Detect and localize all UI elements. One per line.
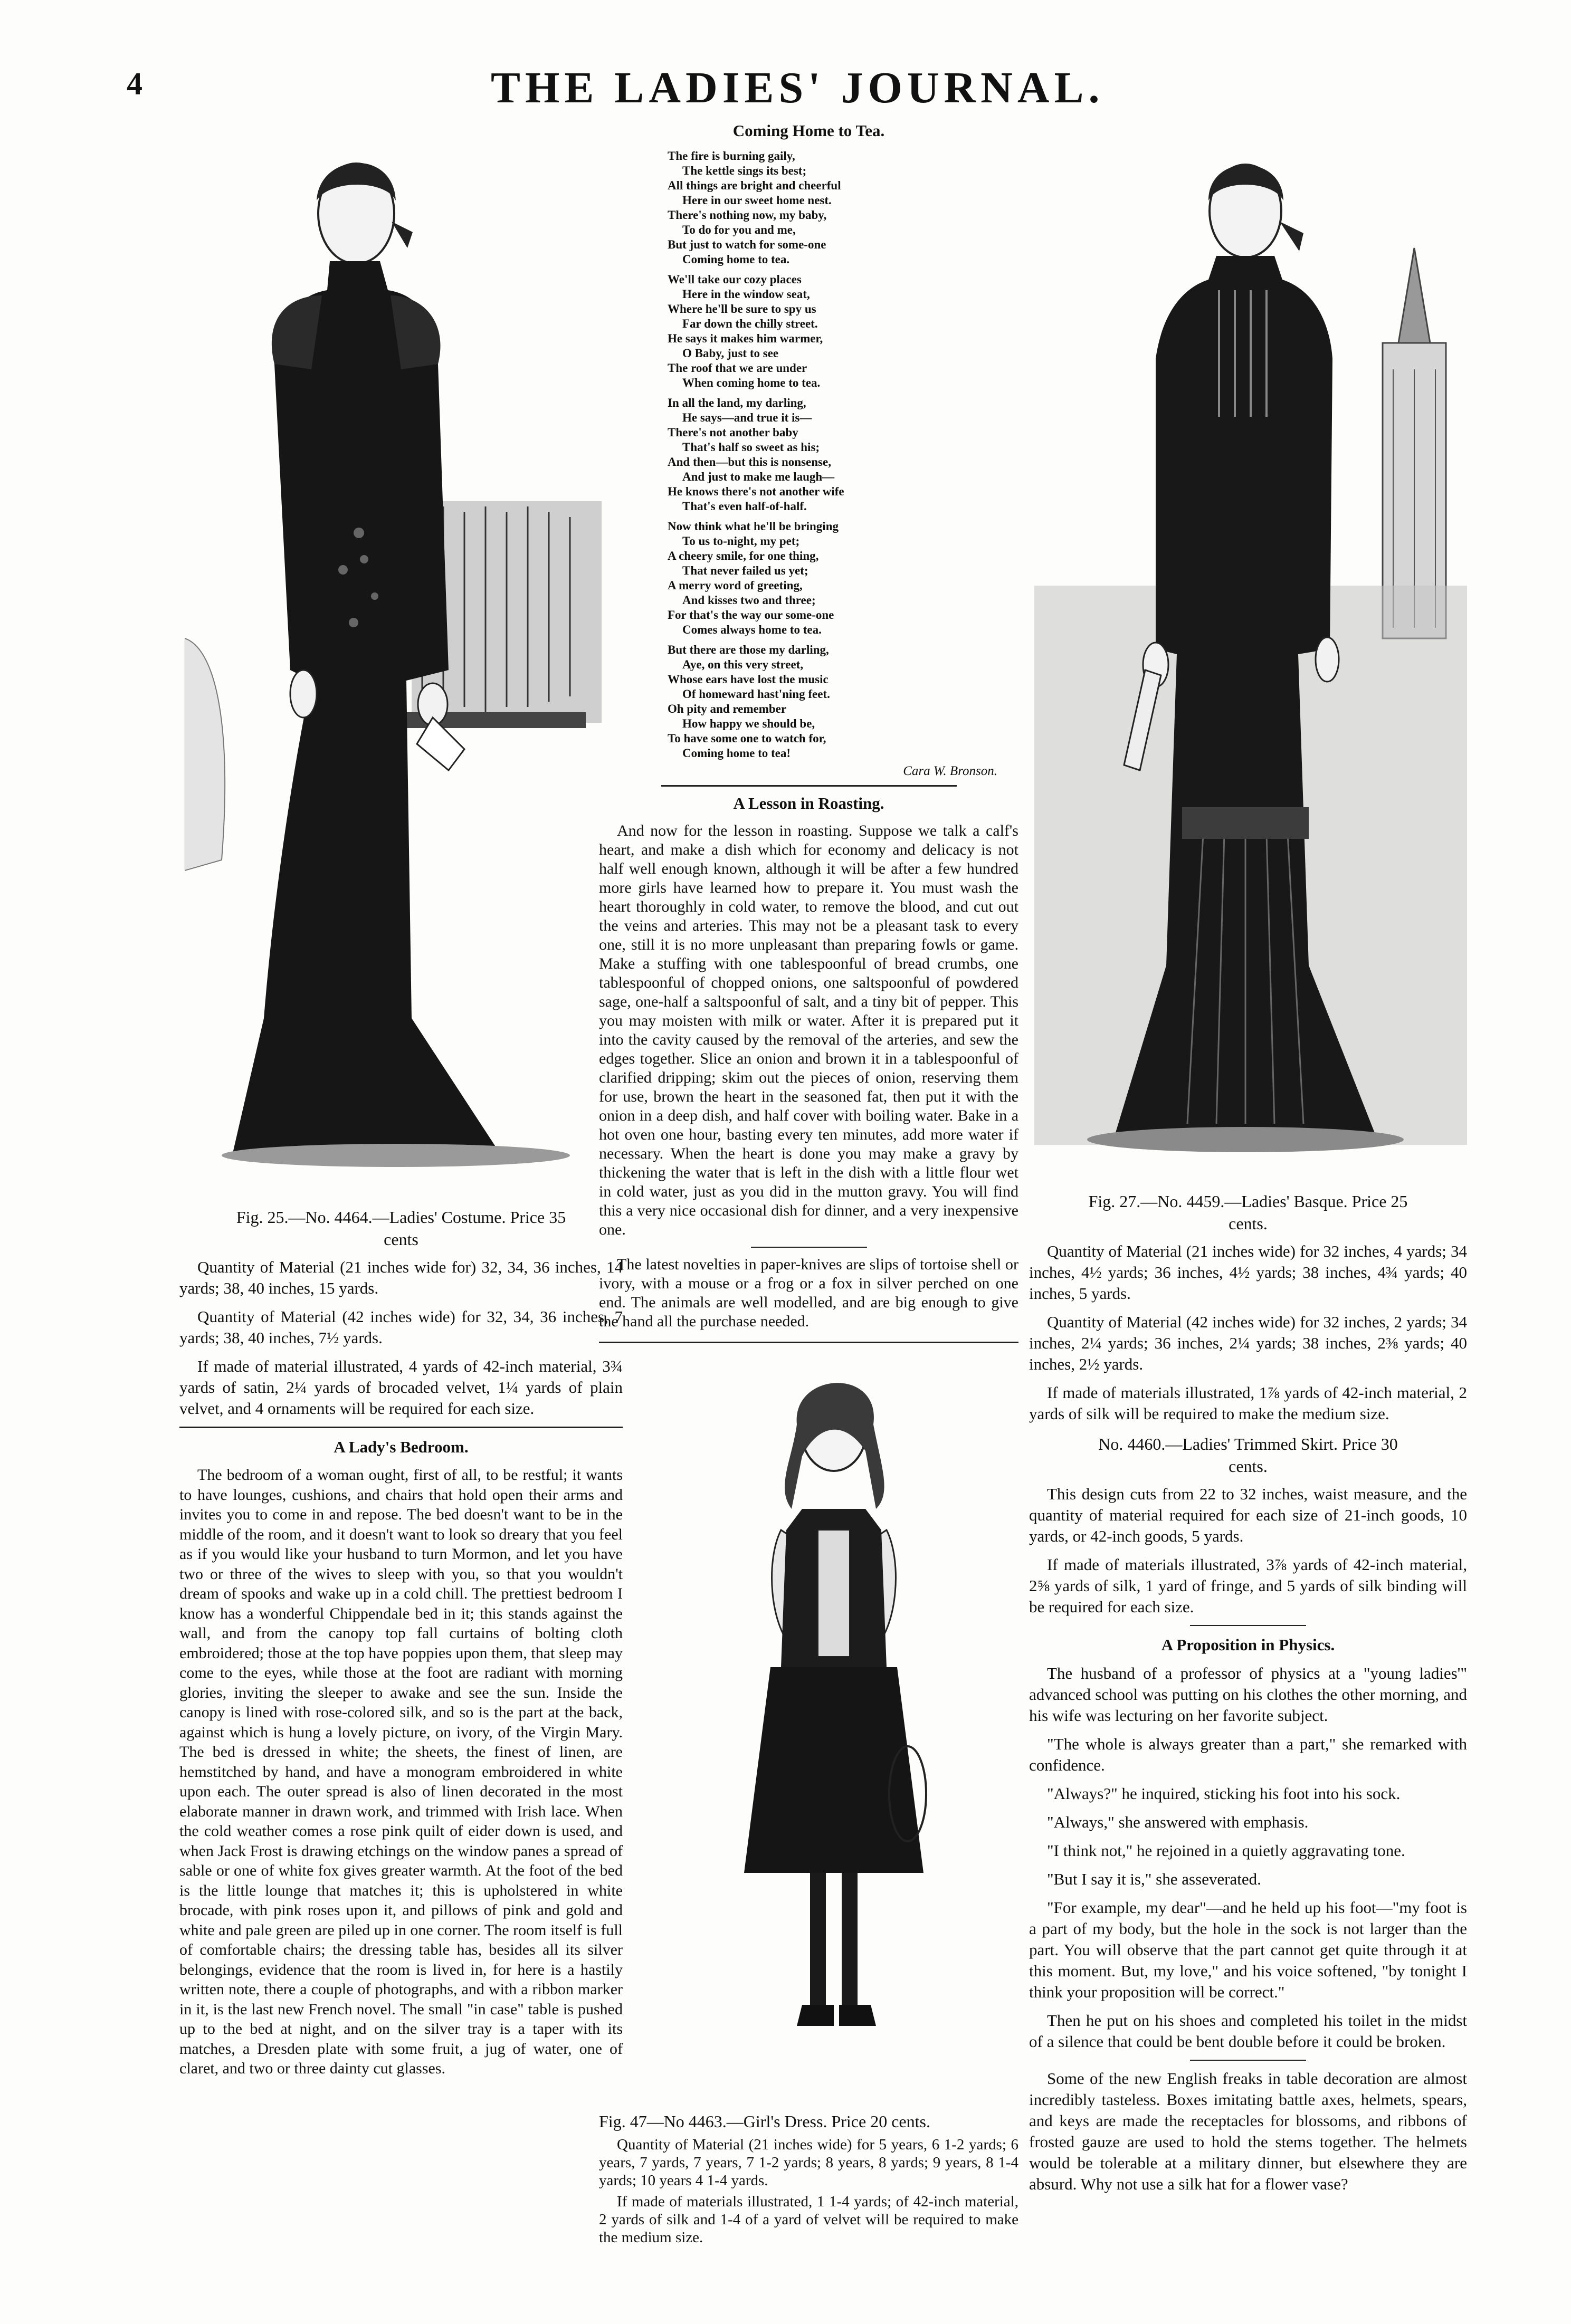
ladies-costume-illustration bbox=[185, 121, 607, 1198]
poem-line: Coming home to tea. bbox=[682, 253, 790, 266]
poem-line: The roof that we are under bbox=[668, 361, 807, 375]
fig25-material-42: Quantity of Material (42 inches wide) for 32, 34, 36 inches, 7 yards; 38, 40 inches, 7½ yards. bbox=[179, 1307, 623, 1347]
fig25-material-21: Quantity of Material (21 inches wide for) 32, 34, 36 inches, 14 yards; 38, 40 inches, 15 yards. bbox=[179, 1258, 623, 1297]
novelties-note: The latest novelties in paper-knives are slips of tortoise shell or ivory, with a mouse or a frog or a fox in silver perched on one end. The animals are well modelled, and are big enough to give the hand all the purchase needed. bbox=[599, 1256, 1018, 1330]
section-divider bbox=[661, 785, 957, 787]
engraving-ladies-basque-icon bbox=[1034, 165, 1467, 1152]
ladies-basque-illustration bbox=[1034, 121, 1467, 1177]
poem-line: But just to watch for some-one bbox=[668, 238, 826, 251]
physics-paragraph: "For example, my dear"—and he held up his foot—"my foot is a part of my body, but the hole in the sock is not larger than the part. You will observe that the part cannot get quite through it at this moment. But, my love," and his voice softened, "by tonight I think your proposition will be correct." bbox=[1029, 1898, 1467, 2001]
poem-line: That never failed us yet; bbox=[682, 564, 808, 577]
poem-line: O Baby, just to see bbox=[682, 347, 779, 360]
physics-paragraph: Then he put on his shoes and completed his toilet in the midst of a silence that could be bent double before it could be broken. bbox=[1029, 2011, 1467, 2051]
fig27-material-42: Quantity of Material (42 inches wide) for 32 inches, 2 yards; 34 inches, 2¼ yards; 36 inches, 2¼ yards; 38 inches, 2⅜ yards; 40 inches, 2½ yards. bbox=[1029, 1313, 1467, 1373]
section-divider bbox=[599, 1342, 1018, 1343]
poem-line: To have some one to watch for, bbox=[668, 732, 826, 745]
poem-line: Here in the window seat, bbox=[682, 288, 810, 301]
poem-line: And just to make me laugh— bbox=[682, 470, 835, 483]
journal-title: THE LADIES' JOURNAL. bbox=[491, 63, 1105, 112]
table-decoration-note: Some of the new English freaks in table decoration are almost incredibly tasteless. Boxes imitating battle axes, helmets, spears, and keys are made the receptacles for blossoms, and ribbons of frosted gauze are used to hold the stems together. The helmets would be tolerable at a military dinner, but elsewhere they are absurd. Why not use a silk hat for a flower vase? bbox=[1029, 2069, 1467, 2193]
section-divider bbox=[751, 1247, 867, 1248]
physics-paragraph: "But I say it is," she asseverated. bbox=[1047, 1870, 1261, 1888]
section-divider bbox=[179, 1427, 623, 1428]
roasting-article: And now for the lesson in roasting. Suppose we talk a calf's heart, and make a dish which for economy and delicacy is not half well enough known, although it will be after a few hundred more girls have learned how to prepare it. You must wash the heart thoroughly in cold water, to remove the blood, and cut out the veins and arteries. This may not be a pleasant task to every one, still it is no more unpleasant than preparing fowls or game. Make a stuffing with one tablespoonful of bread crumbs, one tablespoonful of chopped onions, one saltspoonful of powdered sage, one-half a saltspoonful of salt, and a tiny bit of pepper. This you may moisten with milk or water. After it is prepared put it into the cavity caused by the removal of the arteries, and sew the edges together. Slice an onion and brown it in a tablespoonful of clarified dripping; skim out the pieces of onion, reserving them for use, brown the heart in the seasoned fat, then put it with the onion in a deep dish, and half cover with boiling water. Bake in a hot oven one hour, basting every ten minutes, add more water if necessary. When the heart is done you may make a gravy by thickening the water that is left in the dish with a little flour wet in cold water, just as you did in the mutton gravy. You will find this a very nice occasional dish for dinner, and a very inexpensive one. bbox=[599, 822, 1018, 1238]
skirt-caption bbox=[1029, 1433, 1467, 1477]
poem-line: He says it makes him warmer, bbox=[668, 332, 823, 345]
section-divider bbox=[1190, 1625, 1306, 1626]
poem-line: To do for you and me, bbox=[682, 223, 796, 236]
fig27-caption-line2: cents. bbox=[1229, 1214, 1268, 1233]
skirt-illustrated: If made of materials illustrated, 3⅞ yards of 42-inch material, 2⅝ yards of silk, 1 yard of fringe, and 5 yards of silk binding will be required for each size. bbox=[1029, 1555, 1467, 1616]
girls-dress-illustration bbox=[723, 1372, 945, 2100]
bedroom-article: The bedroom of a woman ought, first of all, to be restful; it wants to have lounges, cushions, and chairs that hold open their arms and invites you to come in and repose. The bed doesn't want to be in the middle of the room, and it doesn't want to look so dreary that you feel as if you would like your husband to turn Mormon, and let you have two or three of the wives to sleep with you, so that you wouldn't dream of spooks and wake up in a cold chill. The prettiest bedroom I know has a wonderful Chippendale bed in it; this stands against the wall, and from the canopy top fall curtains of bolting cloth embroidered; those at the top have poppies upon them, that sleep may come to the eyes, while those at the foot are radiant with morning glories, inviting the sleeper to awake and see the sun. Inside the canopy is lined with rose-colored silk, and so is the part at the back, against which is hung a lovely picture, on ivory, of the Virgin Mary. The bed is dressed in white; the sheets, the finest of linen, are hemstitched by hand, and have a monogram embroidered in white upon each. The outer spread is also of linen decorated in the most elaborate manner in drawn work, and trimmed with Irish lace. When the cold weather comes a rose pink quilt of eider down is used, and when Jack Frost is drawing etchings on the window panes a spread of sable or one of white fox gives greater warmth. At the foot of the bed is the little lounge that matches it; this is upholstered in white brocade, with pink roses upon it, and pillows of pink and gold and white and pale green are piled up in one corner. The room itself is full of comfortable chairs; the dressing table has, besides all its silver belongings, evidence that the room is lived in, for here is a hastily written note, there a couple of photographs, and with a ribbon marker in it, is the last new French novel. The small "in case" table is pushed up to the bed at night, and on the silver tray is a taper with its matches, a Dresden plate with some fruit, a jug of water, one of claret, and two or three dainty cut glasses. bbox=[179, 1466, 623, 2077]
poem-title: Coming Home to Tea. bbox=[732, 121, 885, 140]
poem-line: There's nothing now, my baby, bbox=[668, 208, 827, 222]
fig25-caption-line1: Fig. 25.—No. 4464.—Ladies' Costume. Price 35 bbox=[236, 1208, 566, 1227]
physics-paragraph: "Always," she answered with emphasis. bbox=[1047, 1813, 1309, 1831]
poem-line: He says—and true it is— bbox=[682, 411, 812, 424]
page-number: 4 bbox=[127, 66, 142, 101]
physics-paragraph: "I think not," he rejoined in a quietly aggravating tone. bbox=[1047, 1841, 1405, 1860]
poem-line: Where he'll be sure to spy us bbox=[668, 302, 816, 315]
poem-line: Now think what he'll be bringing bbox=[668, 520, 839, 533]
skirt-sizes: This design cuts from 22 to 32 inches, waist measure, and the quantity of material required for each size of 21-inch goods, 10 yards, or 42-inch goods, 5 yards. bbox=[1029, 1485, 1467, 1545]
poem-line: A merry word of greeting, bbox=[668, 579, 803, 592]
poem-stanza bbox=[668, 519, 1018, 637]
poem-stanza bbox=[668, 643, 1018, 761]
poem-line: When coming home to tea. bbox=[682, 376, 821, 389]
poem-stanza bbox=[668, 149, 1018, 267]
poem-line: But there are those my darling, bbox=[668, 643, 829, 656]
poem-line: Aye, on this very street, bbox=[682, 658, 804, 671]
poem-line: To us to-night, my pet; bbox=[682, 534, 800, 548]
skirt-caption-line1: No. 4460.—Ladies' Trimmed Skirt. Price 30 bbox=[1098, 1434, 1398, 1453]
poem-author: Cara W. Bronson. bbox=[903, 764, 997, 778]
poem-line: All things are bright and cheerful bbox=[668, 179, 841, 192]
poem-line: And then—but this is nonsense, bbox=[668, 455, 831, 468]
poem-line: Here in our sweet home nest. bbox=[682, 194, 832, 207]
engraving-girls-dress-icon bbox=[744, 1383, 926, 2026]
poem-line: That's even half-of-half. bbox=[682, 500, 807, 513]
poem-line: In all the land, my darling, bbox=[668, 396, 806, 409]
poem-line: The kettle sings its best; bbox=[682, 164, 807, 177]
fig27-caption bbox=[1029, 1190, 1467, 1235]
physics-heading: A Proposition in Physics. bbox=[1161, 1636, 1335, 1654]
physics-article bbox=[1029, 1663, 1467, 2052]
poem-line: For that's the way our some-one bbox=[668, 608, 834, 621]
poem-line: Coming home to tea! bbox=[682, 747, 791, 760]
section-divider bbox=[1190, 2060, 1306, 2061]
engraving-ladies-costume-icon bbox=[185, 163, 602, 1167]
poem-line: Far down the chilly street. bbox=[682, 317, 818, 330]
fig25-illustrated: If made of material illustrated, 4 yards of 42-inch material, 3¾ yards of satin, 2¼ yards of brocaded velvet, 1¼ yards of plain velvet, and 4 ornaments will be required for each size. bbox=[179, 1357, 623, 1418]
fig25-caption-line2: cents bbox=[384, 1230, 418, 1249]
fig27-illustrated: If made of materials illustrated, 1⅞ yards of 42-inch material, 2 yards of silk will be required to make the medium size. bbox=[1029, 1383, 1467, 1423]
physics-paragraph: "The whole is always greater than a part," she remarked with confidence. bbox=[1029, 1735, 1467, 1774]
poem-line: Comes always home to tea. bbox=[682, 623, 822, 636]
poem-line: We'll take our cozy places bbox=[668, 273, 802, 286]
poem-line: A cheery smile, for one thing, bbox=[668, 549, 819, 562]
poem-line: The fire is burning gaily, bbox=[668, 149, 795, 162]
fig27-caption-line1: Fig. 27.—No. 4459.—Ladies' Basque. Price 25 bbox=[1088, 1192, 1408, 1211]
poem-line: He knows there's not another wife bbox=[668, 485, 844, 498]
fig47-illustrated: If made of materials illustrated, 1 1-4 yards; of 42-inch material, 2 yards of silk and 1-4 of a yard of velvet will be required to make the medium size. bbox=[599, 2193, 1018, 2246]
poem-line: Whose ears have lost the music bbox=[668, 673, 829, 686]
poem-line: Oh pity and remember bbox=[668, 702, 787, 715]
fig27-material-21: Quantity of Material (21 inches wide) for 32 inches, 4 yards; 34 inches, 4½ yards; 36 inches, 4½ yards; 38 inches, 4¾ yards; 40 inches, 5 yards. bbox=[1029, 1242, 1467, 1303]
fig25-caption bbox=[179, 1206, 623, 1250]
bedroom-heading: A Lady's Bedroom. bbox=[334, 1438, 469, 1456]
poem bbox=[599, 149, 1018, 761]
poem-line: How happy we should be, bbox=[682, 717, 815, 730]
physics-paragraph: "Always?" he inquired, sticking his foot into his sock. bbox=[1047, 1784, 1401, 1803]
fig47-material: Quantity of Material (21 inches wide) for 5 years, 6 1-2 yards; 6 years, 7 yards, 7 years, 7 1-2 yards; 8 years, 8 yards; 9 years, 8 1-4 yards; 10 years 4 1-4 yards. bbox=[599, 2136, 1018, 2189]
poem-line: And kisses two and three; bbox=[682, 594, 816, 607]
poem-stanza bbox=[668, 396, 1018, 514]
skirt-caption-line2: cents. bbox=[1229, 1457, 1268, 1476]
poem-line: There's not another baby bbox=[668, 426, 798, 439]
fig47-caption: Fig. 47—No 4463.—Girl's Dress. Price 20 cents. bbox=[599, 2112, 930, 2131]
roasting-heading: A Lesson in Roasting. bbox=[733, 794, 884, 812]
physics-paragraph: The husband of a professor of physics at a "young ladies'" advanced school was putting on his clothes the other morning, and his wife was lecturing on her favorite subject. bbox=[1029, 1664, 1467, 1725]
poem-stanza bbox=[668, 272, 1018, 390]
poem-line: That's half so sweet as his; bbox=[682, 441, 820, 454]
poem-line: Of homeward hast'ning feet. bbox=[682, 687, 830, 701]
